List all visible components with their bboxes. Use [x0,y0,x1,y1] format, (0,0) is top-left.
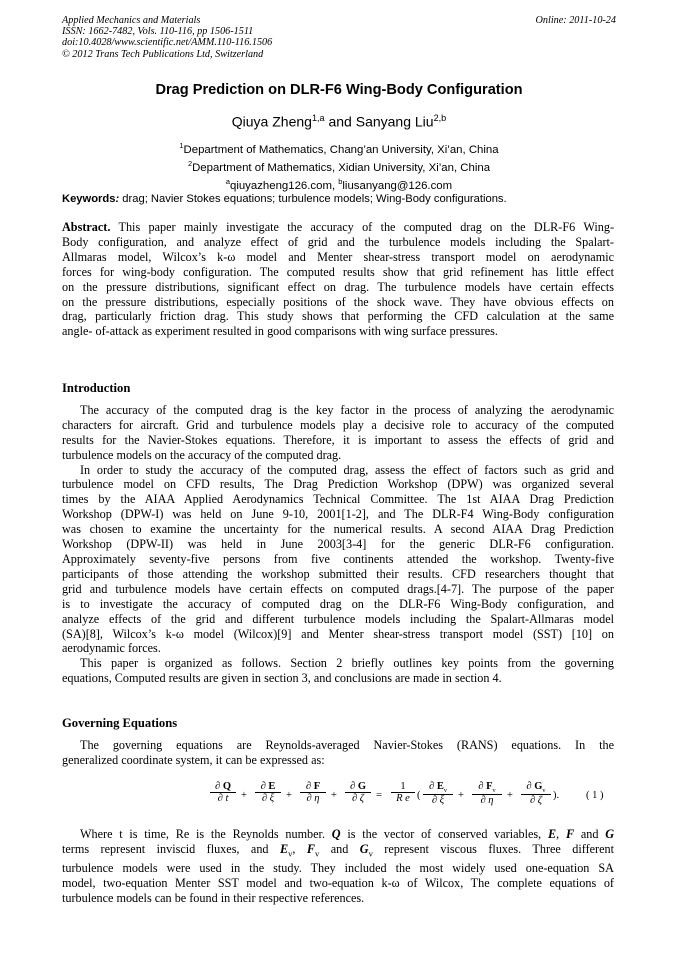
fraction [521,781,551,806]
text-line: aerodynamic forces. [62,641,161,656]
text-line: grid and turbulence models have certain effects on computed drags.[4-7]. The purpose of the paper [62,581,614,596]
plus-sign: + [458,790,464,801]
subscript: v [542,787,546,795]
affiliation-line [0,157,678,175]
variable-symbol: F [306,841,315,856]
text-line: analyze effects of the grid and different turbulence models including the Spalart-Allmaras model [62,611,614,626]
subscript: v [368,848,373,859]
line-text: represent viscous fluxes. Three different [372,841,615,856]
line-text: turbulence models were used in the study. They included the most widely used one-equation SA [62,861,614,876]
section-heading: Governing Equations [62,716,178,730]
close-paren: ). [553,790,560,801]
text-line: Workshop (DPW-II) was held in June 2003[3-4] for the generic DLR-F6 configuration. [62,537,614,552]
keywords [62,193,622,205]
variable-symbol: Q [331,827,341,841]
text-line: The accuracy of the computed drag is the key factor in the process of analyzing the aerodynamic [80,402,614,417]
equation-1 [210,781,620,817]
text-line: In order to study the accuracy of the computed drag, assess the effect of factors such as grid and [80,462,614,477]
text-line: Allmaras model, Wilcox’s k-ω model and Menter shear-stress transport model on aerodynamic [62,249,614,264]
issn-line: ISSN: 1662-7482, Vols. 110-116, pp 1506-1511 [62,26,254,38]
numerator-text: ∂ G [526,781,543,792]
email-marker: b [338,176,343,186]
numerator-text: ∂ E [429,781,444,792]
plus-sign: + [331,790,337,801]
fraction-denominator: ∂ ζ [351,793,365,804]
equation-number: ( 1 ) [586,790,604,801]
line-text: and [574,827,606,841]
affiliation-marker: 2 [187,158,193,168]
text-line: Workshop (DPW-I) was held on June 9-10, 2001[1-2], and The DLR-F4 Wing-Body configuration [62,507,614,522]
affiliation-text: Department of Mathematics, Chang’an University, Xi’an, China [183,143,499,156]
variable-symbol: G [359,841,369,856]
journal-header [62,15,616,60]
text-line: turbulence model on CFD results, The Drag Prediction Workshop (DPW) was organized several [62,477,614,492]
subscript: v [288,848,293,859]
doi-line: doi:10.4028/www.scientific.net/AMM.110-116.1506 [62,37,273,49]
subscript: v [443,787,447,795]
fraction-numerator: ∂ F [300,781,326,793]
author-superscript: 1,a [311,113,325,123]
section-heading: Introduction [62,381,131,395]
fraction-denominator: ∂ ξ [431,795,445,807]
fraction-numerator: ∂ E [255,781,281,793]
fraction-denominator: ∂ η [480,795,494,807]
affiliations [0,139,678,192]
text-line: is to investigate the accuracy of computed drag on the DLR-F6 Wing-Body configuration, and [62,596,614,611]
fraction-numerator: 1 [391,781,415,793]
fraction-numerator [521,781,551,795]
author-name: Qiuya Zheng [231,113,312,130]
text-line: participants of those attending the workshop submitted their results. CFD researchers thought that [62,566,614,581]
variable-symbol: F [565,827,575,841]
line-text: This paper mainly investigate the accuracy of the computed drag on the DLR-F6 Wing- [110,220,614,234]
copyright-line: © 2012 Trans Tech Publications Ltd, Switzerland [62,48,264,60]
fraction [210,781,236,804]
equals-sign: = [376,790,382,801]
author-superscript: 2,b [433,113,447,123]
text-line [62,891,614,906]
fraction-denominator: ∂ ξ [261,793,275,804]
line-text: and [319,841,360,856]
line-text: terms represent inviscid fluxes, and [62,841,280,856]
email-line [0,175,678,193]
text-line: on the pressure distributions, significant effect on drag. The turbulence models have certain effects [62,279,614,294]
variable-symbol: G [605,827,615,841]
paper-title: Drag Prediction on DLR-F6 Wing-Body Configuration [155,82,523,98]
fraction-numerator: ∂ G [345,781,371,793]
text-line: Approximately seventy-five persons from five continents attended the workshop. Twenty-five [62,551,614,566]
line-text: model, two-equation Menter SST model and two-equation k-ω of Wilcox, The complete equations of [62,876,614,891]
email-text: liusanyang@126.com [342,179,453,192]
fraction-numerator [472,781,502,795]
equation-explanation [62,827,614,906]
line-text: turbulence models can be found in their respective references. [62,891,365,906]
line-text: , [556,827,566,841]
paragraph [62,738,614,768]
text-line [62,827,614,842]
introduction-section [62,381,614,686]
governing-equations-section [62,716,614,768]
fraction-denominator: ∂ ζ [529,795,543,807]
affiliation-line [0,139,678,157]
fraction [255,781,281,804]
plus-sign: + [286,790,292,801]
text-line: equations, Computed results are given in section 3, and conclusions are made in section 4. [62,671,502,686]
paragraph [62,403,614,463]
text-line: drag, particularly friction drag. This study shows that performing the CFD calculation at the same [62,309,614,324]
plus-sign: + [241,790,247,801]
affiliation-marker: 1 [179,141,184,150]
text-line: times by the AIAA Applied Aerodynamics Technical Committee. The 1st AIAA Drag Prediction [62,492,614,507]
text-line: This paper is organized as follows. Section 2 briefly outlines key points from the governing [80,656,614,671]
text-line: results for the Navier-Stokes equations. Therefore, it is important to assess the effects of grid and [62,432,614,447]
paragraph [62,463,614,657]
text-line: on the pressure distributions, especially positions of the shock wave. They have obvious effects on [62,294,614,309]
email-marker: a [225,176,230,186]
abstract-section [62,220,614,339]
online-date: Online: 2011-10-24 [535,15,616,26]
affiliation-text: Department of Mathematics, Xidian University, Xi’an, China [192,161,491,174]
paragraph [62,827,614,906]
plus-sign: + [507,790,513,801]
line-text: , [292,841,307,856]
fraction-denominator: ∂ η [306,793,320,804]
subscript: v [492,787,496,795]
author-conjunction: and [324,113,356,130]
abstract-paragraph [62,220,614,339]
author-list [0,113,678,130]
text-line: characters for aircraft. Grid and turbulence models play a decisive role to accuracy of the computed [62,417,614,432]
text-line: forces for wing-body configuration. The computed results show that grid refinement has little effect [62,264,614,279]
text-line: turbulence models on the accuracy of the computed drag. [62,447,342,462]
fraction-numerator [423,781,453,795]
abstract-label: Abstract. [62,220,111,234]
fraction [391,781,415,804]
variable-symbol: E [279,841,289,856]
text-line [62,842,614,861]
variable-symbol: E [547,827,557,841]
author-name: Sanyang Liu [355,113,434,130]
line-text: is the vector of conserved variables, [340,827,548,841]
text-line: was chosen to examine the uncertainty for the numerical results. A second AIAA Drag Prediction [62,522,614,537]
paragraph [62,656,614,686]
journal-name: Applied Mechanics and Materials [62,15,201,26]
fraction [472,781,502,806]
text-line [62,861,614,876]
text-line: (SA)[8], Wilcox’s k-ω model (Wilcox)[9] and Menter shear-stress transport model (SST) [10] on [62,626,614,641]
text-line: angle- of-attack as experiment resulted in good comparisons with wing surface pressures. [62,324,498,339]
fraction-denominator: ∂ t [217,793,229,804]
email-text: qiuyazheng126.com, [229,179,339,192]
line-text: Where t is time, Re is the Reynolds number. [80,827,332,841]
open-paren: ( [417,790,421,801]
text-line: generalized coordinate system, it can be expressed as: [62,752,325,767]
fraction [423,781,453,806]
keywords-text: drag; Navier Stokes equations; turbulence models; Wing-Body configurations. [119,193,507,205]
keywords-label: Keywords [62,193,116,205]
text-line: The governing equations are Reynolds-averaged Navier-Stokes (RANS) equations. In the [80,737,614,752]
keywords-colon: : [115,193,120,205]
text-line [62,220,614,235]
text-line: Body configuration, and analyze effect of grid and the turbulence models including the Spalart- [62,234,614,249]
fraction [300,781,326,804]
text-line [62,876,614,891]
numerator-text: ∂ F [478,781,493,792]
subscript: v [315,848,320,859]
fraction-denominator: R e [396,793,410,804]
fraction-numerator: ∂ Q [210,781,236,793]
fraction [345,781,371,804]
